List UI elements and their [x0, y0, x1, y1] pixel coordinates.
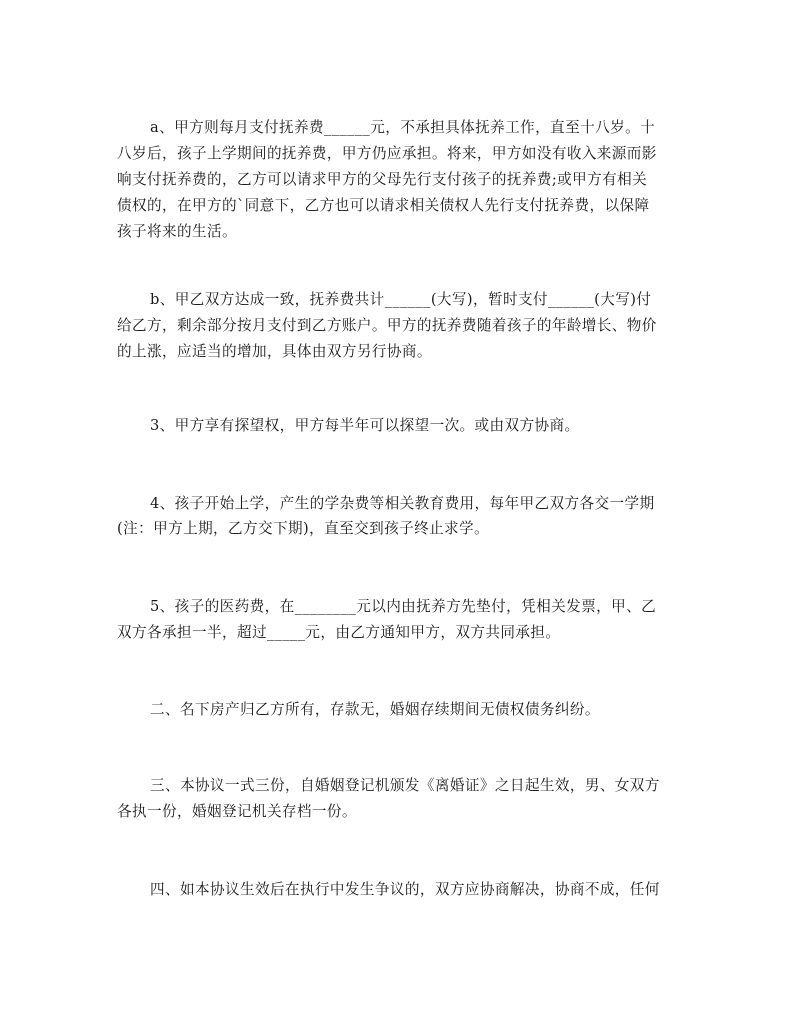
paragraph-a-line-1: a、甲方则每月支付抚养费______元，不承担具体抚养工作，直至十八岁。十 [150, 119, 656, 136]
paragraph-a-line-4: 债权的，在甲方的`同意下，乙方也可以请求相关债权人先行支付抚养费，以保障 [117, 197, 650, 214]
paragraph-section-3-line-2: 各执一份，婚姻登记机关存档一份。 [117, 803, 357, 820]
paragraph-4-line-1: 4、孩子开始上学，产生的学杂费等相关教育费用，每年甲乙双方各交一学期 [150, 495, 655, 512]
paragraph-a-line-3: 响支付抚养费的，乙方可以请求甲方的父母先行支付孩子的抚养费;或甲方有相关 [117, 171, 648, 188]
paragraph-section-3-line-1: 三、本协议一式三份，自婚姻登记机颁发《离婚证》之日起生效，男、女双方 [150, 777, 660, 794]
paragraph-section-4-line-1: 四、如本协议生效后在执行中发生争议的，双方应协商解决，协商不成，任何 [150, 881, 660, 898]
paragraph-4-line-2: (注：甲方上期，乙方交下期)，直至交到孩子终止求学。 [117, 520, 490, 537]
paragraph-section-2-line-1: 二、名下房产归乙方所有，存款无，婚姻存续期间无债权债务纠纷。 [150, 701, 600, 718]
paragraph-a-line-5: 孩子将来的生活。 [117, 223, 237, 240]
paragraph-b-line-1: b、甲乙双方达成一致，抚养费共计______(大写)，暂时支付______(大写)付 [150, 291, 652, 308]
paragraph-5-line-1: 5、孩子的医药费，在________元以内由抚养方先垫付，凭相关发票，甲、乙 [150, 598, 657, 615]
paragraph-b-line-3: 的上涨，应适当的增加，具体由双方另行协商。 [117, 343, 432, 360]
paragraph-b-line-2: 给乙方，剩余部分按月支付到乙方账户。甲方的抚养费随着孩子的年龄增长、物价 [117, 317, 657, 334]
paragraph-3-line-1: 3、甲方享有探望权，甲方每半年可以探望一次。或由双方协商。 [150, 417, 580, 434]
paragraph-5-line-2: 双方各承担一半，超过_____元，由乙方通知甲方，双方共同承担。 [117, 624, 561, 641]
paragraph-a-line-2: 八岁后，孩子上学期间的抚养费，甲方仍应承担。将来，甲方如没有收入来源而影 [117, 145, 657, 162]
